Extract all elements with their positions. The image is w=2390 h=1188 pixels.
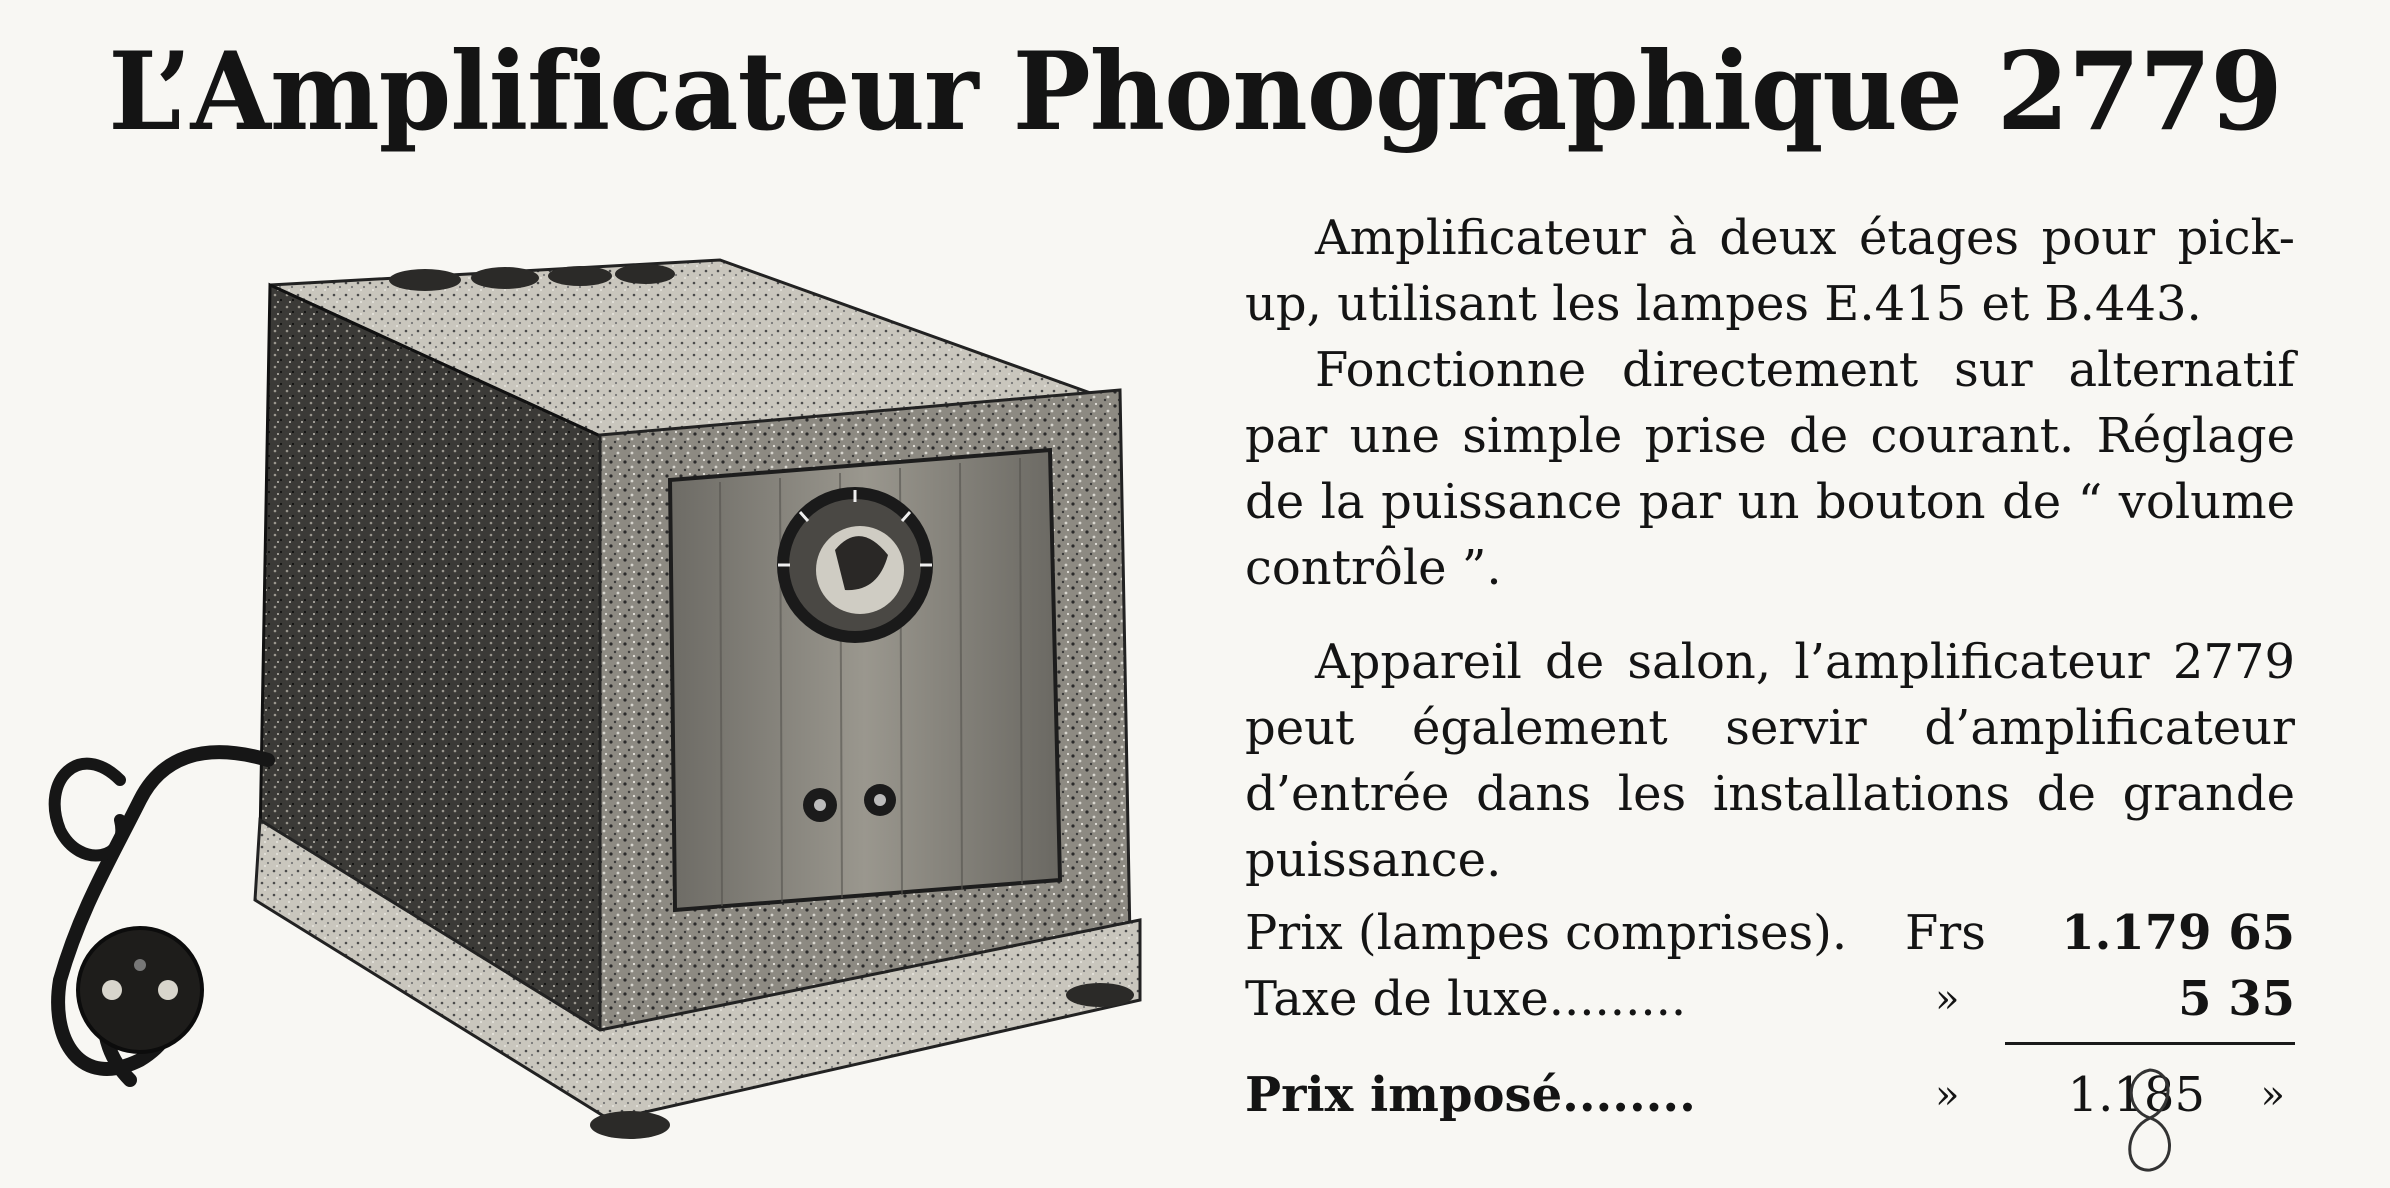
amplifier-photo	[20, 220, 1170, 1150]
price-value: 1.179 65	[2061, 905, 2295, 961]
ditto-mark: »	[1935, 976, 1960, 1022]
paragraph-3: Appareil de salon, l’amplificateur 2779 peut également servir d’amplificateur d’entrée dans les installations de grande puissance.	[1245, 634, 2295, 888]
price-label: Prix (lampes comprises).	[1245, 905, 1848, 961]
page-title: L’Amplificateur Phonographique 2779	[108, 29, 2282, 155]
imposed-price-label: Prix imposé........	[1245, 1067, 1696, 1123]
paragraph-1: Amplificateur à deux étages pour pick-up, utilisant les lampes E.415 et B.443.	[1245, 210, 2295, 332]
luxury-tax-row	[1245, 966, 2295, 1032]
ditto-mark-end: »	[2260, 1072, 2285, 1118]
total-rule	[2005, 1042, 2295, 1045]
paragraph-2: Fonctionne directement sur alternatif par une simple prise de courant. Réglage de la puissance par un bouton de “ volume contrôle ”.	[1245, 342, 2295, 596]
description-text	[1245, 205, 2295, 893]
handwritten-correction-mark	[2115, 1060, 2185, 1180]
luxury-tax-label: Taxe de luxe.........	[1245, 971, 1687, 1027]
imposed-price-value: 1.185	[2067, 1067, 2205, 1123]
ditto-mark: »	[1935, 1072, 1960, 1118]
price-row	[1245, 900, 2295, 966]
luxury-tax-value: 5 35	[2178, 971, 2295, 1027]
currency-unit: Frs	[1905, 905, 1986, 961]
